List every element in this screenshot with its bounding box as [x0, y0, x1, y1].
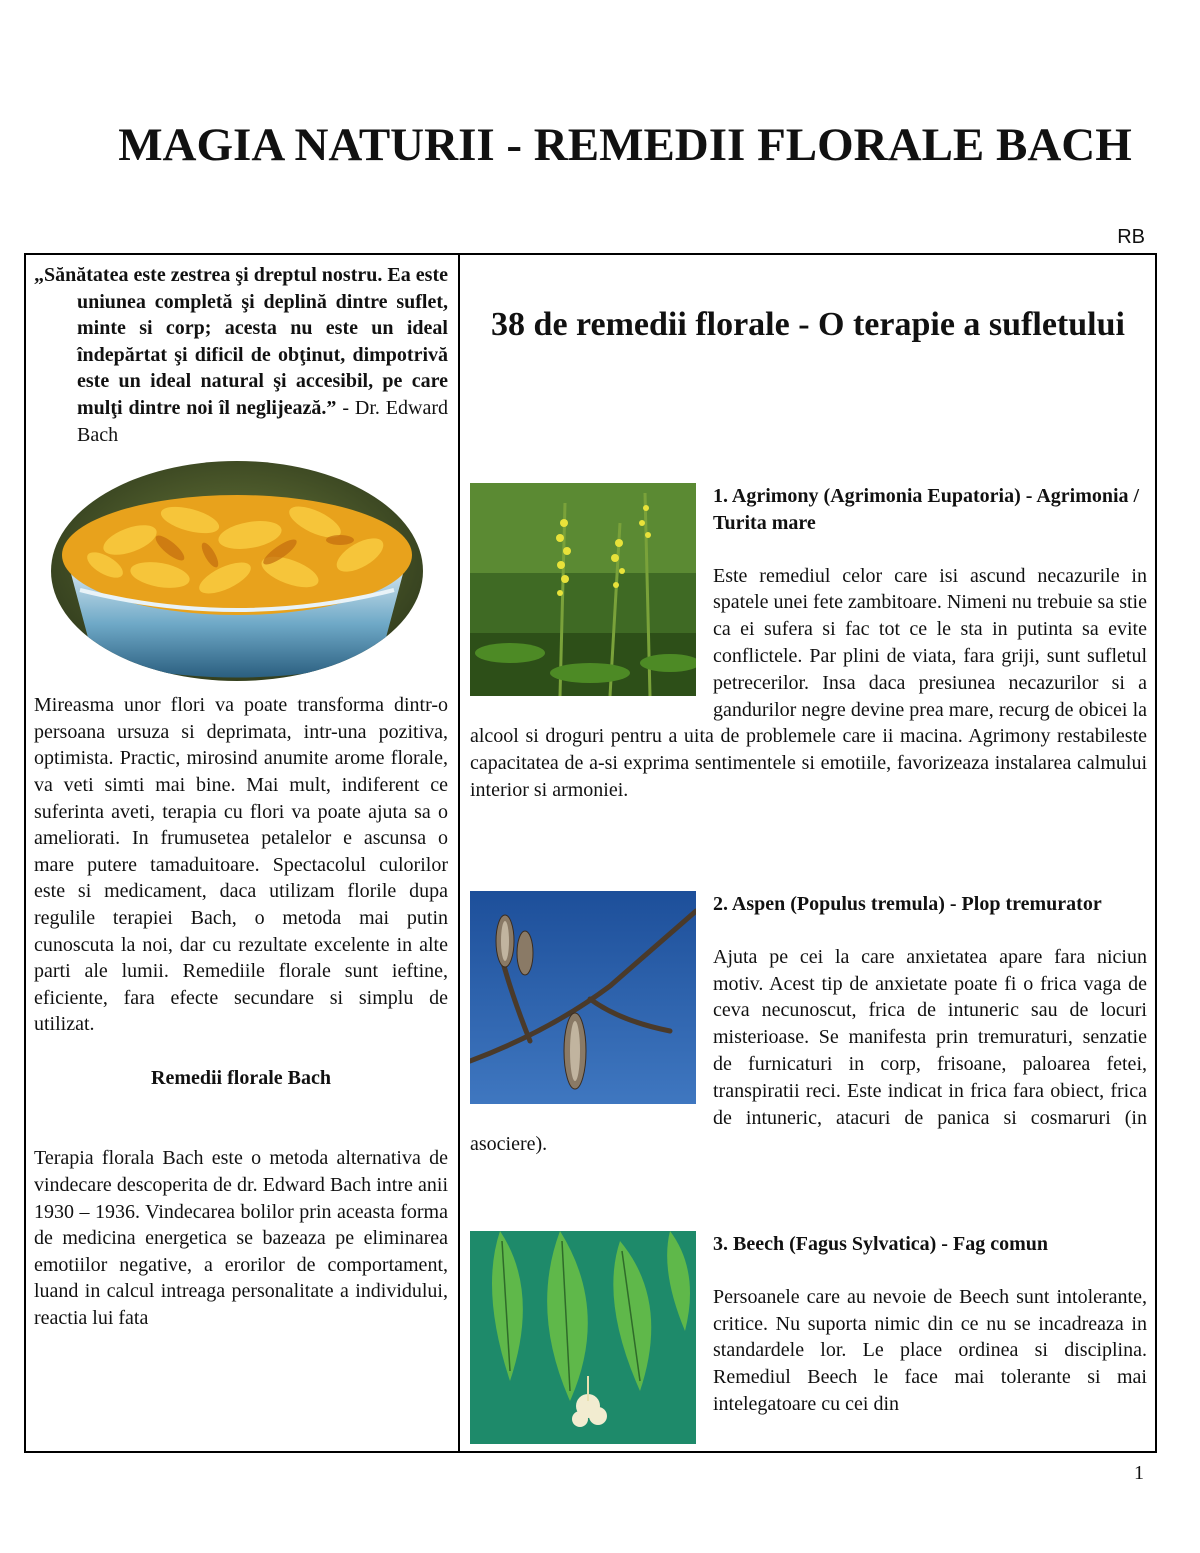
page-number: 1 [1134, 1462, 1144, 1484]
section-title: 38 de remedii florale - O terapie a sufletului [491, 306, 1125, 343]
flower-bowl-image [50, 460, 424, 682]
agrimony-photo [470, 483, 696, 696]
column-divider [458, 253, 460, 1453]
aspen-heading: 2. Aspen (Populus tremula) - Plop tremurator [713, 893, 1102, 915]
agrimony-text: Este remediul celor care isi ascund necazurile in spatele unei fete zambitoare. Nimeni nu trebuie sa stie ca ei sufera si fac tot ce le sta in putinta sa evite conflictele. Par plini de viata, fara griji, sunt sufletul petrecerilor. Insa daca presiunea necazurilor si a gandurilor negre devine prea mare, recurg de obicei la alcool si droguri pentru a uita de problemele care ii macina. Agrimony restabileste capacitatea de a-si exprima sentimentele si emotiile, favorizeaza instalarea calmului interior si armoniei. [470, 564, 1147, 801]
beech-heading: 3. Beech (Fagus Sylvatica) - Fag comun [713, 1233, 1048, 1255]
agrimony-heading: 1. Agrimony (Agrimonia Eupatoria) - Agrimonia / Turita mare [713, 485, 1140, 534]
bach-quote [34, 262, 448, 448]
aspen-photo [470, 891, 696, 1104]
intro-paragraph: Mireasma unor flori va poate transforma dintr-o persoana ursuza si deprimata, intr-una pozitiva, optimista. Practic, mirosind anumite arome florale, va veti simti mai bine. Mai mult, indiferent ce suferinta aveti, terapia cu flori va poate ajuta sa o ameliorati. In frumusetea petalelor e ascunsa o mare putere tamaduitoare. Spectacolul culorilor este si medicament, daca utilizam florile dupa regulile terapiei Bach, o metoda mai putin cunoscuta la noi, dar cu rezultate excelente in alte parti ale lumii. Remediile florale sunt ieftine, eficiente, fara efecte secundare si simplu de utilizat. [34, 694, 448, 1036]
quote-text: „Sănătatea este zestrea şi dreptul nostru. Ea este uniunea completă şi deplină dintre suflet, minte si corp; acesta nu este un ideal îndepărtat şi dificil de obţinut, dimpotrivă este un ideal natural şi accesibil, pe care mulţi dintre noi îl neglijează.” [34, 264, 448, 419]
left-column [34, 262, 448, 1332]
left-subheading: Remedii florale Bach [151, 1066, 331, 1089]
remedy-beech [470, 1231, 1147, 1448]
beech-text: Persoanele care au nevoie de Beech sunt intolerante, critice. Nu suporta nimic din ce nu se incadreaza in standardele lor. Le place ordinea si disciplina. Remediul Beech le face mai tolerante si mai intelegatoare cu cei din [713, 1285, 1147, 1415]
aspen-text: Ajuta pe cei la care anxietatea apare fara niciun motiv. Acest tip de anxietate poate fi o frica vaga de ceva necunoscut, frica de intuneric sau de locuri misterioase. Se manifesta prin tremuraturi, senzatie de furnicaturi in corp, frisoane, paloarea fetei, transpiratii reci. Este indicat in frica fara obiect, frica de intuneric, atacuri de panica si cosmaruri (in asociere). [470, 945, 1147, 1156]
beech-photo [470, 1231, 696, 1444]
remedy-aspen [470, 891, 1147, 1158]
author-initials: RB [1117, 226, 1145, 248]
page-title: MAGIA NATURII - REMEDII FLORALE BACH [118, 119, 1132, 171]
remedy-agrimony [470, 483, 1147, 804]
therapy-paragraph: Terapia florala Bach este o metoda alternativa de vindecare descoperita de dr. Edward Bach intre anii 1930 – 1936. Vindecarea bolilor prin aceasta forma de medicina energetica se bazeaza pe eliminarea emotiilor negative, a erorilor de comportament, luand in calcul intreaga personalitate a individului, reactia lui fata [34, 1147, 448, 1330]
quote-author: - Dr. Edward Bach [77, 396, 449, 446]
